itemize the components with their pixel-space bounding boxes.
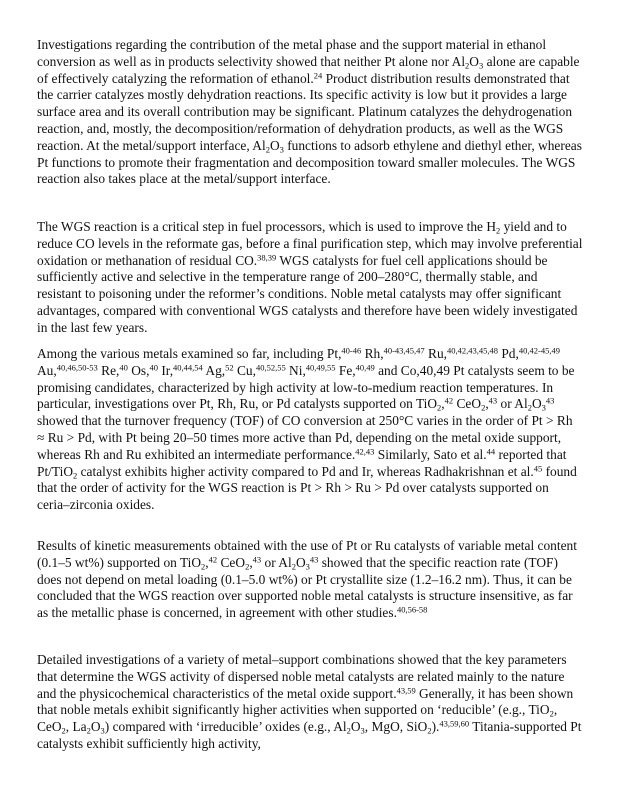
text-run: Ru, [424,346,448,361]
text-run: ) compared with ‘irreducible’ oxides (e.g., Al [104,719,347,735]
subscript: 3 [478,60,484,71]
text-run: Cu, [233,362,256,378]
text-run: Titania-supported Pt catalysts exhibit sufficiently high activity, [37,719,582,751]
subscript: 2 [527,402,532,413]
subscript: 3 [541,402,546,413]
text-run: Detailed investigations of a variety of metal–support combinations showed that the key parameters that determine the WGS activity of dispersed noble metal catalysts are related mainly to the nature and the physicochemical characteristics of the metal oxide support. [37,652,567,701]
citation-superscript: 40,52,55 [255,362,286,373]
text-run: Among the various metals examined so far, including Pt, [37,346,342,361]
text-run: Au, [37,362,57,378]
citation-superscript: 52 [225,362,234,373]
text-run: Pd, [498,346,519,361]
citation-superscript: 40,49 [355,362,375,373]
citation-superscript: 40,42-45,49 [518,345,560,356]
subscript: 2 [496,225,501,236]
text-run: ). [431,719,440,735]
text-run: Similarly, Sato et al. [374,446,487,462]
text-run: Generally, it has been shown that noble metals exhibit significantly higher activities when supported on ‘reducible’ (e.g., TiO [37,685,574,718]
text-run: Investigations regarding the contribution of the metal phase and the support material in ethanol conversion as well as in products selectivity showed that neither Pt alone nor Al [37,37,547,69]
text-run: WGS catalysts for fuel cell applications should be sufficiently active and selective in the temperature range of 200–280°C, thermally stable, and resistant to poisoning under the reformer’s conditions. Noble metal catalysts may offer significant advantages, compared with conventional WGS catalysts and therefore have been widely investigated in the last few years. [37,252,578,335]
text-run: Ir, [157,362,174,378]
subscript: 2 [201,561,206,572]
paragraph-metals-examined [37,346,583,514]
subscript: 2 [481,402,486,413]
text-run: , MgO, SiO [364,719,428,735]
text-run: O [350,719,361,735]
paragraph-kinetic-measurements [37,538,583,622]
text-run: CeO [453,396,482,412]
text-run: showed that the turnover frequency (TOF) of CO conversion at 250°C varies in the order of Pt > Rh ≈ Ru > Pd, with Pt being 20–50 times more active than Pd, depending on the metal oxide support, whereas Rh and Ru exhibited an intermediate performance. [37,413,573,462]
subscript: 3 [360,725,365,736]
citation-superscript: 43,59,60 [439,718,470,729]
text-run: The WGS reaction is a critical step in fuel processors, which is used to improve the H [37,219,497,234]
text-run: reported that Pt/TiO [37,446,567,479]
citation-superscript: 40,44,54 [173,362,203,373]
text-run: Ag, [202,362,226,378]
text-run: showed that the specific reaction rate (TOF) does not depend on metal loading (0.1–5.0 wt%) or Pt crystallite size (1.2–16.2 nm). Thus, it can be concluded that the WGS reaction over supported noble metal catalysts is structure insensitive, as far as the metallic phase is concerned, in agreement with other studies. [37,554,573,621]
text-run: , [485,396,489,412]
citation-superscript: 43 [488,395,498,406]
text-run: Ni, [285,362,306,378]
citation-superscript: 43 [252,554,262,565]
text-run: catalyst exhibits higher activity compared to Pd and Ir, whereas Radhakrishnan et al. [77,463,534,479]
text-run: O [90,719,101,735]
subscript: 2 [291,561,296,572]
citation-superscript: 45 [533,463,543,474]
text-run: O [469,53,479,69]
subscript: 2 [245,561,250,572]
text-run: alone are capable of effectively catalyzing the reformation of ethanol. [37,53,580,86]
citation-superscript: 42,43 [355,446,375,457]
subscript: 3 [279,144,284,155]
citation-superscript: 40,46,50-53 [56,362,98,373]
subscript: 2 [427,725,432,736]
text-run: , [441,396,445,412]
text-run: or Al [497,396,528,412]
citation-superscript: 40 [119,362,128,373]
text-run: CeO [217,554,246,570]
text-run: and Co,40,49 Pt catalysts seem to be promising candidates, characterized by high activity at low-to-medium reaction temperatures. In particular, investigations over Pt, Rh, Ru, or Pd catalysts supported on TiO [37,362,575,412]
citation-superscript: 24 [313,70,323,81]
citation-superscript: 38,39 [257,252,277,263]
subscript: 3 [305,561,310,572]
subscript: 2 [265,144,270,155]
citation-superscript: 42 [444,395,454,406]
text-run: Rh, [361,346,384,361]
text-run: , [205,554,209,570]
text-run: Results of kinetic measurements obtained with the use of Pt or Ru catalysts of variable metal content (0.1–5 wt%) supported on TiO [37,538,577,570]
paragraph-metal-support-combinations [37,652,583,753]
subscript: 2 [346,725,351,736]
text-run: O [295,554,306,570]
subscript: 2 [61,725,66,736]
text-run: Fe, [335,362,356,378]
paragraph-ethanol-reforming [37,37,583,188]
text-run: O [269,137,280,153]
paragraph-wgs-reaction [37,219,583,337]
subscript: 2 [465,60,470,71]
subscript: 2 [73,470,78,481]
citation-superscript: 40-43,45,47 [383,345,425,356]
text-run: functions to adsorb ethylene and diethyl ether, whereas Pt functions to promote their fragmentation and decomposition toward smaller molecules. The WGS reaction also takes place at the metal/support interface. [37,137,582,187]
text-run: Product distribution results demonstrated that the carrier catalyzes mostly dehydration reactions. Its specific activity is low but it provides a large surface area and its overall contribution may be significant. Platinum catalyzes the dehydrogenation reaction, and, mostly, the decomposition/reformation of dehydration products, as well as the WGS reaction. At the metal/support interface, Al [37,70,573,153]
subscript: 2 [86,725,91,736]
text-run: , La [65,719,87,735]
subscript: 2 [549,708,554,719]
citation-superscript: 43,59 [396,685,416,696]
text-run: O [531,396,542,412]
citation-superscript: 40-46 [341,345,362,356]
text-run: yield and to reduce CO levels in the reformate gas, before a final purification step, which may involve preferential oxidation or methanation of residual CO. [37,219,583,268]
citation-superscript: 44 [486,446,496,457]
text-run: Os, [127,362,150,378]
text-run: Re, [97,362,120,378]
text-run: , CeO [37,702,558,735]
text-run: or Al [261,554,292,570]
citation-superscript: 40,49,55 [305,362,336,373]
citation-superscript: 43 [545,395,555,406]
citation-superscript: 43 [309,554,319,565]
subscript: 3 [100,725,105,736]
citation-superscript: 40 [149,362,158,373]
text-run: found that the order of activity for the WGS reaction is Pt > Rh > Ru > Pd over catalysts supported on ceria–zirconia oxides. [37,463,577,513]
citation-superscript: 40,56-58 [396,604,428,615]
citation-superscript: 42 [208,554,218,565]
citation-superscript: 40,42,43,45,48 [447,345,499,356]
text-run: , [249,554,253,570]
subscript: 2 [437,402,442,413]
